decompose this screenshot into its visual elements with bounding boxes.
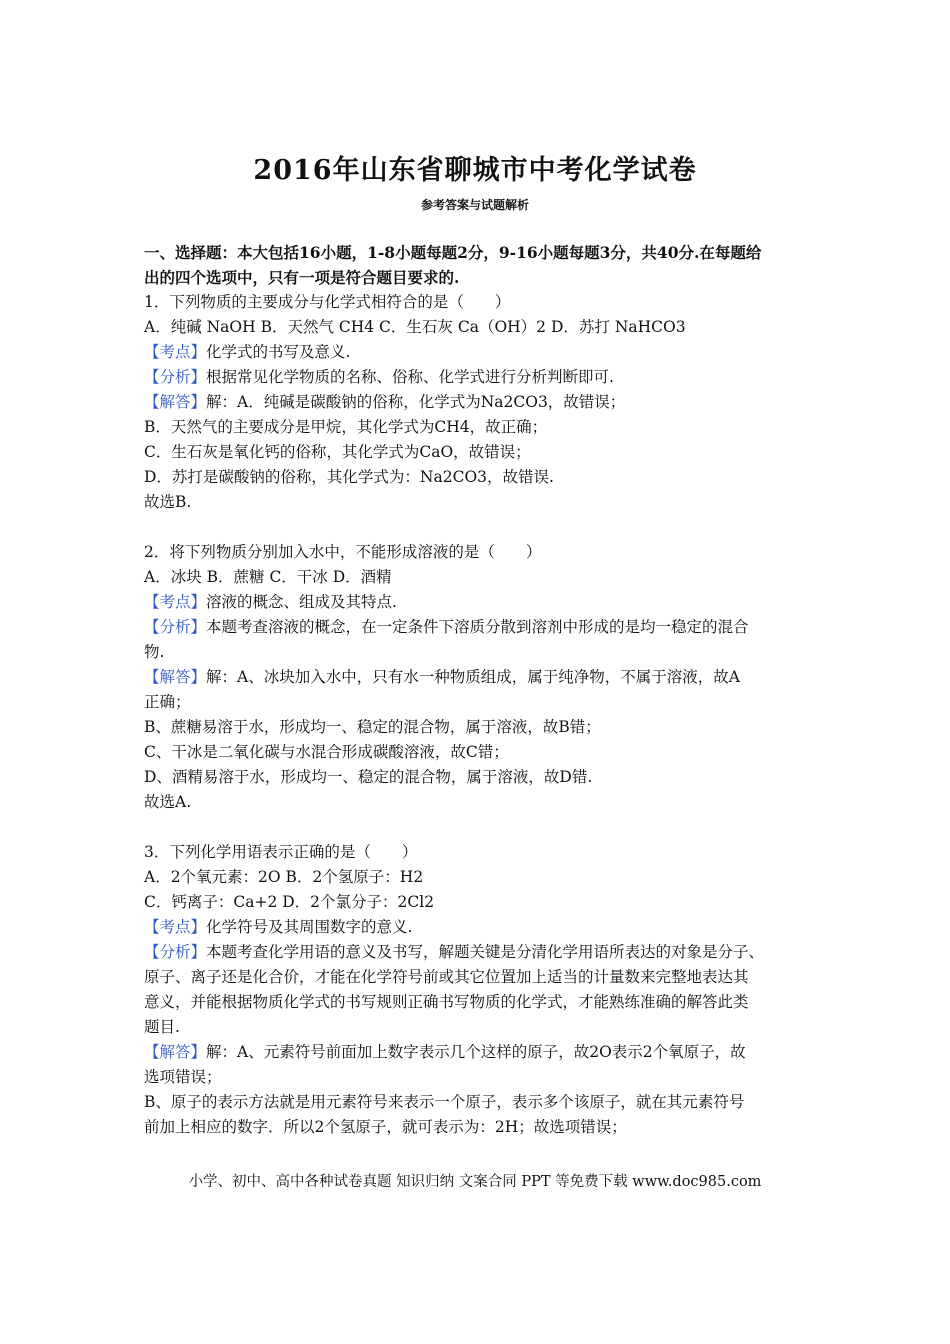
q2-line: B、蔗糖易溶于水，形成均一、稳定的混合物，属于溶液，故B错； <box>144 718 601 736</box>
q3-fenxi-cont: 原子、离子还是化合价，才能在化学符号前或其它位置加上适当的计量数来完整地表达其 <box>144 968 749 986</box>
q3-options-2: C．钙离子：Ca+2 D．2个氯分子：2Cl2 <box>144 893 435 911</box>
q2-fenxi-cont: 物. <box>144 643 165 661</box>
jieda-tag: 【解答】 <box>144 393 207 411</box>
q2-line: D、酒精易溶于水，形成均一、稳定的混合物，属于溶液，故D错. <box>144 768 593 786</box>
section-heading-line-1: 一、选择题：本大包括16小题，1-8小题每题2分，9-16小题每题3分，共40分.在每题给 <box>144 243 762 262</box>
q3-fenxi <box>144 940 824 965</box>
q3-jieda <box>144 1040 824 1065</box>
q1-kaodian <box>144 340 824 365</box>
q1-line: C．生石灰是氧化钙的俗称，其化学式为CaO，故错误； <box>144 443 531 461</box>
spacer <box>144 515 824 540</box>
q3-jieda-text: 解：A、元素符号前面加上数字表示几个这样的原子，故2O表示2个氧原子，故 <box>206 1043 746 1061</box>
q3-kaodian-text: 化学符号及其周围数字的意义. <box>206 918 413 936</box>
section-heading-line-2: 出的四个选项中，只有一项是符合题目要求的. <box>144 268 460 287</box>
q3-fenxi-cont: 意义，并能根据物质化学式的书写规则正确书写物质的化学式，才能熟练准确的解答此类 <box>144 993 749 1011</box>
q3-kaodian <box>144 915 824 940</box>
q1-kaodian-text: 化学式的书写及意义. <box>206 343 351 361</box>
page-title: 2016年山东省聊城市中考化学试卷 <box>253 155 697 186</box>
q1-line: B．天然气的主要成分是甲烷，其化学式为CH4，故正确； <box>144 418 548 436</box>
kaodian-tag: 【考点】 <box>144 343 207 361</box>
q1-fenxi-text: 根据常见化学物质的名称、俗称、化学式进行分析判断即可. <box>206 368 614 386</box>
q2-line: 正确； <box>144 693 191 711</box>
q1-stem: 1．下列物质的主要成分与化学式相符合的是（ ） <box>144 293 511 311</box>
q1-jieda-text: 解：A．纯碱是碳酸钠的俗称，化学式为Na2CO3，故错误； <box>206 393 626 411</box>
q1-fenxi <box>144 365 824 390</box>
q1-line: D．苏打是碳酸钠的俗称，其化学式为：Na2CO3，故错误. <box>144 468 554 486</box>
q3-line: 选项错误； <box>144 1068 222 1086</box>
q3-line: 前加上相应的数字．所以2个氢原子，就可表示为：2H；故选项错误； <box>144 1118 627 1136</box>
q3-line: B、原子的表示方法就是用元素符号来表示一个原子，表示多个该原子，就在其元素符号 <box>144 1093 745 1111</box>
kaodian-tag: 【考点】 <box>144 918 207 936</box>
q2-answer: 故选A. <box>144 793 192 811</box>
q1-options: A．纯碱 NaOH B．天然气 CH4 C．生石灰 Ca（OH）2 D．苏打 NaHCO3 <box>144 318 686 336</box>
q3-fenxi-text: 本题考查化学用语的意义及书写，解题关键是分清化学用语所表达的对象是分子、 <box>206 943 765 961</box>
q1-answer: 故选B. <box>144 493 192 511</box>
q2-kaodian <box>144 590 824 615</box>
q3-stem: 3．下列化学用语表示正确的是（ ） <box>144 843 418 861</box>
q2-options: A．冰块 B．蔗糖 C．干冰 D．酒精 <box>144 568 392 586</box>
jieda-tag: 【解答】 <box>144 1043 207 1061</box>
page-subtitle: 参考答案与试题解析 <box>420 198 529 212</box>
spacer <box>144 815 824 840</box>
kaodian-tag: 【考点】 <box>144 593 207 611</box>
fenxi-tag: 【分析】 <box>144 943 207 961</box>
q3-options-1: A．2个氧元素：2O B．2个氢原子：H2 <box>144 868 424 886</box>
q2-fenxi-text: 本题考查溶液的概念，在一定条件下溶质分散到溶剂中形成的是均一稳定的混合 <box>206 618 749 636</box>
q2-line: C、干冰是二氧化碳与水混合形成碳酸溶液，故C错； <box>144 743 509 761</box>
document-body <box>144 240 824 1140</box>
q2-jieda-text: 解：A、冰块加入水中，只有水一种物质组成，属于纯净物，不属于溶液，故A <box>206 668 740 686</box>
jieda-tag: 【解答】 <box>144 668 207 686</box>
q2-fenxi <box>144 615 824 640</box>
fenxi-tag: 【分析】 <box>144 618 207 636</box>
q3-fenxi-cont: 题目. <box>144 1018 180 1036</box>
fenxi-tag: 【分析】 <box>144 368 207 386</box>
q2-stem: 2．将下列物质分别加入水中，不能形成溶液的是（ ） <box>144 543 542 561</box>
q2-jieda <box>144 665 824 690</box>
page-footer: 小学、初中、高中各种试卷真题 知识归纳 文案合同 PPT 等免费下载 www.doc985.com <box>188 1174 762 1190</box>
q2-kaodian-text: 溶液的概念、组成及其特点. <box>206 593 397 611</box>
q1-jieda <box>144 390 824 415</box>
